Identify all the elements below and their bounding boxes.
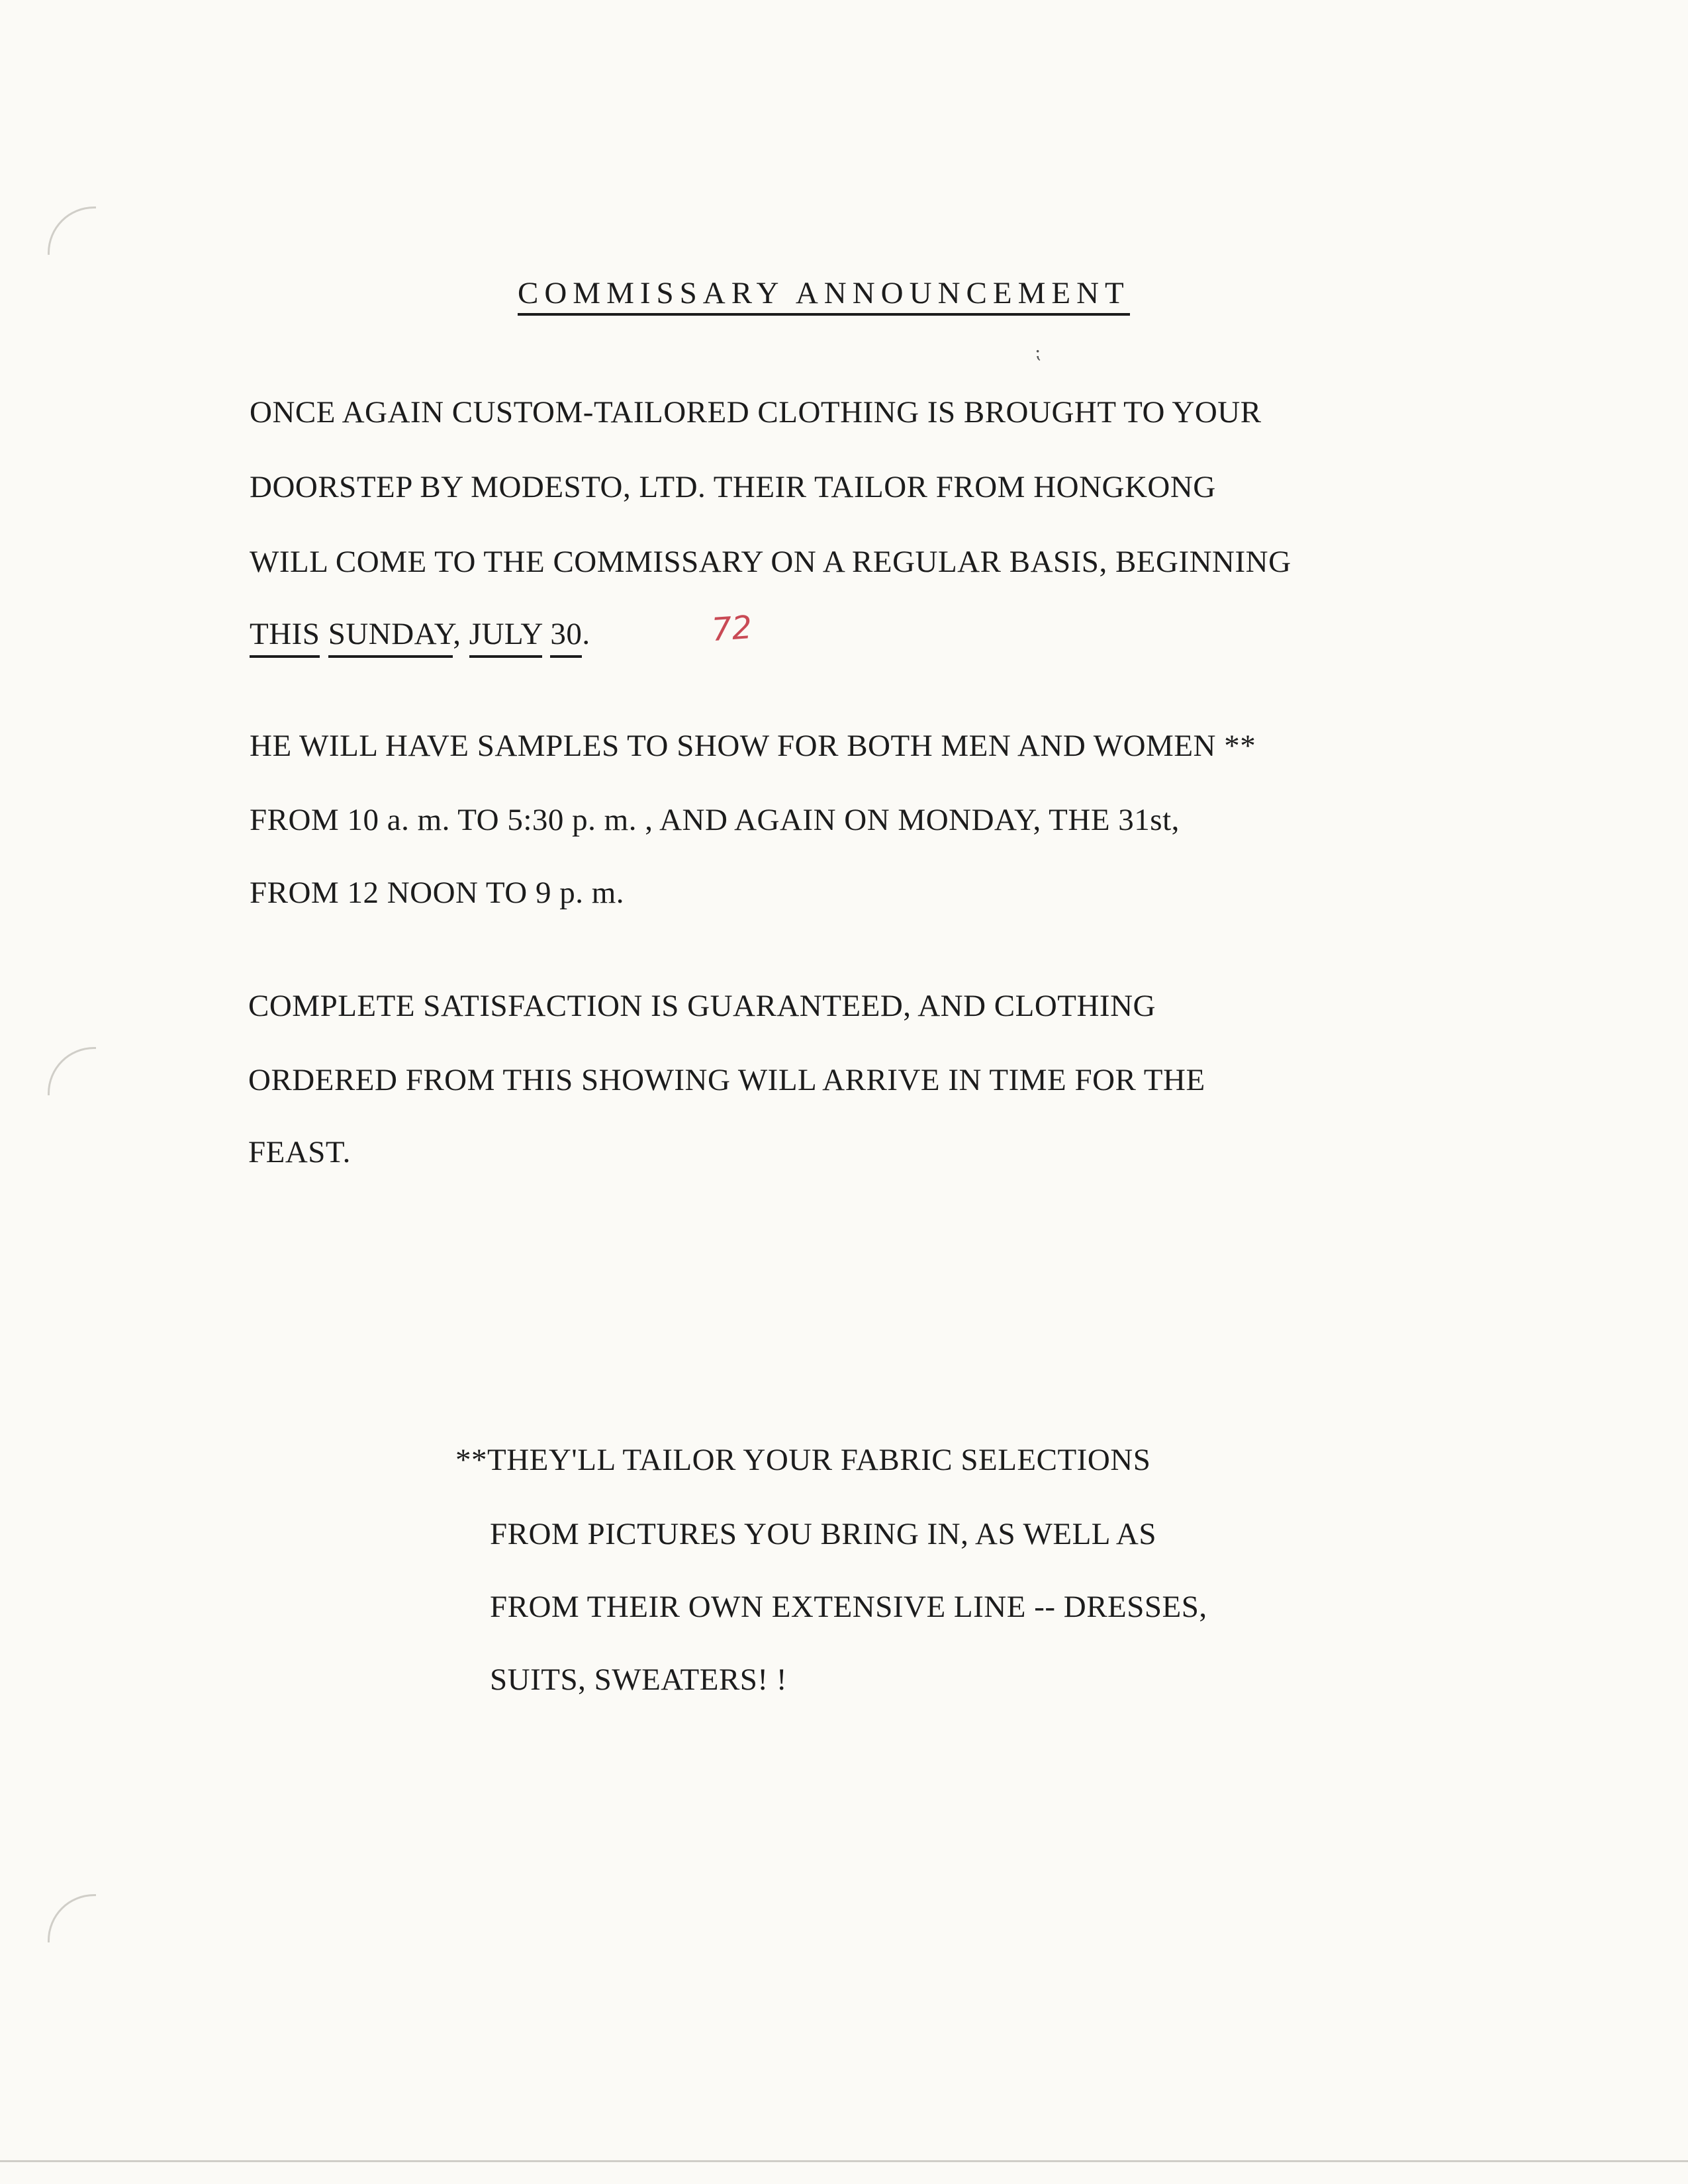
paragraph-3-line-3: FEAST.: [248, 1135, 351, 1169]
page-title: COMMISSARY ANNOUNCEMENT: [518, 278, 1130, 316]
paragraph-2-line-1: HE WILL HAVE SAMPLES TO SHOW FOR BOTH MEN AND WOMEN **: [250, 729, 1256, 763]
paragraph-3-line-1: COMPLETE SATISFACTION IS GUARANTEED, AND CLOTHING: [248, 989, 1156, 1023]
binder-hole-mark: [48, 1894, 96, 1942]
binder-hole-mark: [48, 1047, 96, 1095]
paragraph-1-line-3: WILL COME TO THE COMMISSARY ON A REGULAR BASIS, BEGINNING: [250, 545, 1291, 579]
underlined-sunday: SUNDAY: [328, 617, 453, 658]
ink-speck: ⁏: [1035, 342, 1041, 363]
comma: ,: [453, 617, 461, 651]
footnote-line-2: FROM PICTURES YOU BRING IN, AS WELL AS: [490, 1517, 1156, 1551]
underlined-this: THIS: [250, 617, 320, 658]
underlined-date: 30: [550, 617, 582, 658]
page-edge-divider: [0, 2160, 1688, 2162]
underlined-july: JULY: [469, 617, 542, 658]
paragraph-3-line-2: ORDERED FROM THIS SHOWING WILL ARRIVE IN TIME FOR THE: [248, 1063, 1205, 1097]
footnote-line-3: FROM THEIR OWN EXTENSIVE LINE -- DRESSES,: [490, 1590, 1207, 1624]
footnote-line-4: SUITS, SWEATERS! !: [490, 1662, 787, 1697]
footnote-line-1: **THEY'LL TAILOR YOUR FABRIC SELECTIONS: [455, 1443, 1151, 1477]
paragraph-2-line-3: FROM 12 NOON TO 9 p. m.: [250, 876, 624, 910]
paragraph-2-line-2: FROM 10 a. m. TO 5:30 p. m. , AND AGAIN ON MONDAY, THE 31st,: [250, 803, 1180, 837]
binder-hole-mark: [48, 206, 96, 255]
period: .: [582, 617, 590, 651]
paragraph-1-line-1: ONCE AGAIN CUSTOM-TAILORED CLOTHING IS BROUGHT TO YOUR: [250, 395, 1262, 430]
handwritten-annotation: 72: [710, 608, 753, 649]
paragraph-1-line-4: [250, 619, 590, 650]
paragraph-1-line-2: DOORSTEP BY MODESTO, LTD. THEIR TAILOR FROM HONGKONG: [250, 470, 1216, 504]
